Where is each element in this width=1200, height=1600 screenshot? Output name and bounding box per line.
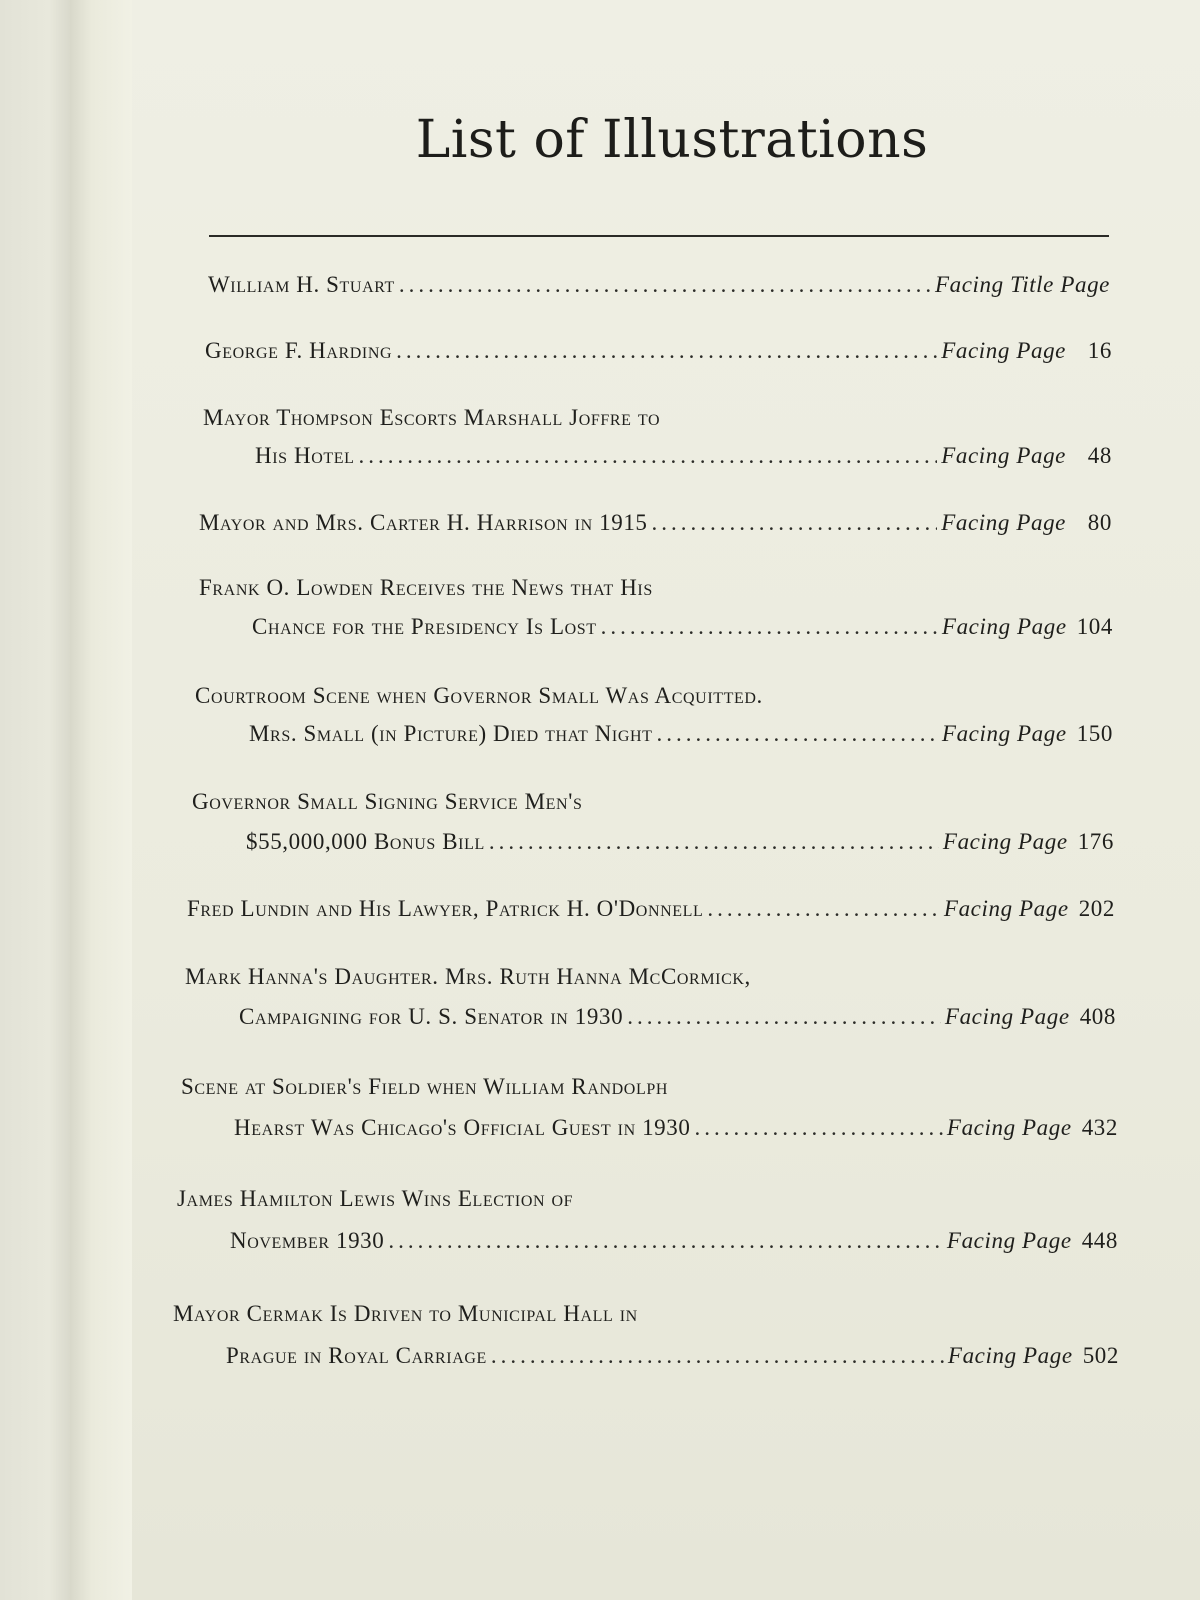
- facing-label: Facing Page: [941, 338, 1066, 363]
- list-item: [205, 338, 1112, 372]
- entry-caption-cont: $55,000,000 Bonus Bill: [246, 829, 485, 854]
- page-number: 150: [1076, 721, 1113, 746]
- leader-dots: [388, 1228, 943, 1254]
- list-item: [230, 1228, 1118, 1262]
- illustrations-list: [132, 0, 1200, 1600]
- facing-label: Facing Page: [941, 614, 1067, 639]
- facing-label: Facing Page: [941, 510, 1066, 535]
- list-item: [187, 896, 1115, 930]
- list-item-first-line: [195, 683, 1075, 717]
- facing-label: Facing Page: [946, 1228, 1072, 1253]
- entry-caption-cont: Chance for the Presidency Is Lost: [252, 614, 597, 639]
- facing-label: Facing Page: [944, 1004, 1070, 1029]
- entry-caption: Mayor Cermak Is Driven to Municipal Hall in: [173, 1301, 638, 1326]
- leader-dots: [491, 1343, 944, 1369]
- page-gutter: [70, 0, 132, 1600]
- entry-caption: Mark Hanna's Daughter. Mrs. Ruth Hanna McCormick,: [185, 964, 751, 989]
- leader-dots: [652, 510, 938, 536]
- entry-caption: Mayor Thompson Escorts Marshall Joffre to: [203, 405, 661, 430]
- entry-caption-cont: Prague in Royal Carriage: [226, 1343, 487, 1368]
- list-item: [252, 614, 1113, 648]
- facing-label: Facing Page: [942, 829, 1068, 854]
- list-item-first-line: [199, 575, 959, 609]
- facing-label: Facing Page: [946, 1115, 1072, 1140]
- leader-dots: [489, 829, 939, 855]
- list-item-first-line: [192, 789, 892, 823]
- facing-label: Facing Page: [941, 721, 1067, 746]
- list-item: [234, 1115, 1118, 1149]
- page-number: 176: [1077, 829, 1114, 854]
- book-spine: [0, 0, 70, 1600]
- facing-label: Facing Page: [941, 443, 1066, 468]
- leader-dots: [399, 272, 931, 298]
- entry-caption: Fred Lundin and His Lawyer, Patrick H. O'Donnell: [187, 896, 704, 921]
- entry-caption: Scene at Soldier's Field when William Randolph: [181, 1074, 668, 1099]
- leader-dots: [657, 721, 938, 747]
- list-item: [239, 1004, 1116, 1038]
- entry-caption-cont: His Hotel: [255, 443, 355, 468]
- list-item-first-line: [181, 1074, 1001, 1108]
- leader-dots: [396, 338, 937, 364]
- list-item: [226, 1343, 1119, 1377]
- entry-caption-cont: November 1930: [230, 1228, 385, 1253]
- leader-dots: [695, 1115, 943, 1141]
- facing-label: Facing Page: [947, 1343, 1073, 1368]
- list-item-first-line: [185, 964, 1065, 998]
- list-item-first-line: [203, 405, 963, 439]
- entry-caption: Frank O. Lowden Receives the News that His: [199, 575, 653, 600]
- page-number: 16: [1087, 338, 1112, 363]
- list-item: [199, 510, 1112, 544]
- page-title: List of Illustrations: [415, 110, 929, 170]
- entry-caption: Governor Small Signing Service Men's: [192, 789, 583, 814]
- page-number: 202: [1078, 896, 1115, 921]
- entry-caption: James Hamilton Lewis Wins Election of: [177, 1186, 574, 1211]
- facing-label: Facing Title Page: [934, 272, 1110, 297]
- entry-caption-cont: Hearst Was Chicago's Official Guest in 1930: [234, 1115, 691, 1140]
- page-number: 432: [1081, 1115, 1118, 1140]
- entry-caption-cont: Campaigning for U. S. Senator in 1930: [239, 1004, 624, 1029]
- entry-caption: George F. Harding: [205, 338, 393, 363]
- entry-caption-cont: Mrs. Small (in Picture) Died that Night: [249, 721, 653, 746]
- entry-caption: William H. Stuart: [208, 272, 395, 297]
- list-item: [255, 443, 1112, 477]
- page-number: 48: [1087, 443, 1112, 468]
- leader-dots: [627, 1004, 941, 1030]
- leader-dots: [358, 443, 937, 469]
- leader-dots: [601, 614, 938, 640]
- entry-caption: Courtroom Scene when Governor Small Was Acquitted.: [195, 683, 763, 708]
- leader-dots: [707, 896, 940, 922]
- page-number: 80: [1087, 510, 1112, 535]
- list-item-first-line: [177, 1186, 877, 1220]
- list-item: [246, 829, 1114, 863]
- facing-label: Facing Page: [943, 896, 1069, 921]
- page-number: 104: [1076, 614, 1113, 639]
- page-number: 448: [1081, 1228, 1118, 1253]
- list-item: [208, 272, 1110, 306]
- book-page: [132, 0, 1200, 1600]
- list-item: [249, 721, 1113, 755]
- entry-caption: Mayor and Mrs. Carter H. Harrison in 1915: [199, 510, 648, 535]
- list-item-first-line: [173, 1301, 993, 1335]
- page-number: 408: [1079, 1004, 1116, 1029]
- page-number: 502: [1082, 1343, 1119, 1368]
